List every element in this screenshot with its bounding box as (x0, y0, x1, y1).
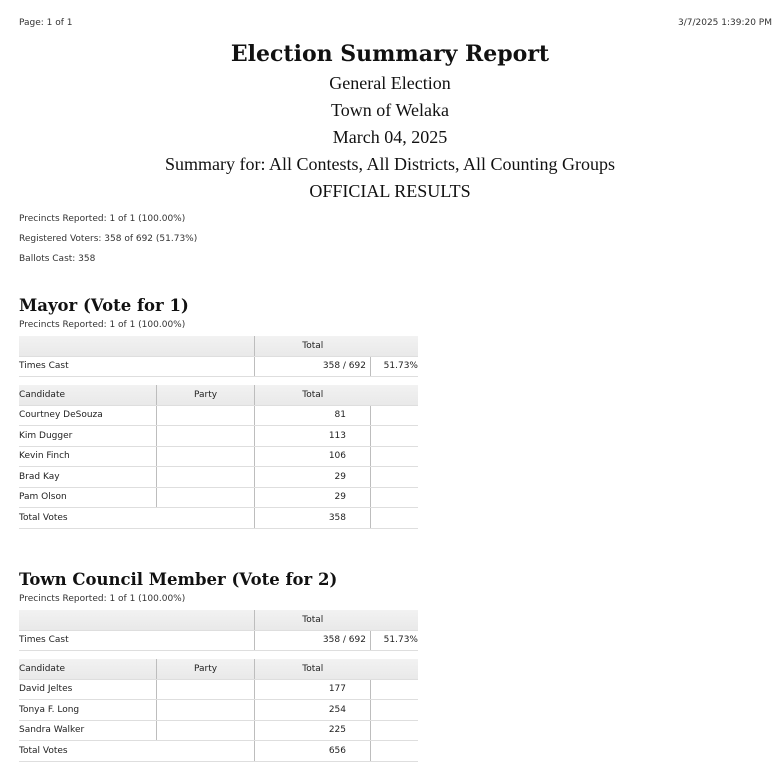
candidate-row (19, 679, 418, 700)
candidate-total: 177 (255, 679, 371, 700)
candidate-total: 29 (255, 487, 371, 508)
candidate-name: David Jeltes (19, 679, 157, 700)
candidate-row (19, 467, 418, 488)
times-cast-header-row (19, 336, 418, 356)
contest-title: Mayor (Vote for 1) (19, 296, 189, 315)
candidate-total: 81 (255, 405, 371, 426)
contest-town-council-member (19, 568, 419, 762)
candidate-row (19, 700, 418, 721)
candidate-name: Brad Kay (19, 467, 157, 488)
candidate-total: 29 (255, 467, 371, 488)
total-votes-label: Total Votes (19, 508, 255, 529)
candidate-header-row (19, 659, 418, 679)
candidate-row (19, 405, 418, 426)
total-votes-row (19, 741, 418, 762)
candidate-party (157, 700, 255, 721)
official-results-label: OFFICIAL RESULTS (309, 181, 471, 201)
candidate-row (19, 487, 418, 508)
contest-title: Town Council Member (Vote for 2) (19, 570, 338, 589)
candidate-name: Courtney DeSouza (19, 405, 157, 426)
candidate-header-row (19, 385, 418, 405)
candidate-party (157, 446, 255, 467)
times-cast-header-row (19, 610, 418, 630)
candidate-name: Kevin Finch (19, 446, 157, 467)
column-header-total: Total (255, 385, 371, 405)
times-cast-header: Total (255, 610, 371, 630)
summary-scope: Summary for: All Contests, All Districts, All Counting Groups (164, 154, 616, 174)
candidate-total: 113 (255, 426, 371, 447)
contest-mayor (19, 294, 419, 529)
column-header-candidate: Candidate (19, 385, 157, 405)
column-header-party: Party (157, 385, 255, 405)
candidate-name: Sandra Walker (19, 720, 157, 741)
contest-precincts-reported: Precincts Reported: 1 of 1 (100.00%) (19, 320, 186, 330)
column-header-party: Party (157, 659, 255, 679)
total-votes-row (19, 508, 418, 529)
total-votes-value: 358 (255, 508, 371, 529)
page-number: Page: 1 of 1 (19, 18, 73, 28)
total-votes-label: Total Votes (19, 741, 255, 762)
candidate-name: Pam Olson (19, 487, 157, 508)
total-votes-value: 656 (255, 741, 371, 762)
election-date: March 04, 2025 (332, 127, 448, 147)
candidate-total: 254 (255, 700, 371, 721)
candidate-party (157, 720, 255, 741)
column-header-candidate: Candidate (19, 659, 157, 679)
candidate-row (19, 720, 418, 741)
candidate-row (19, 446, 418, 467)
candidate-name: Tonya F. Long (19, 700, 157, 721)
candidate-party (157, 679, 255, 700)
jurisdiction: Town of Welaka (331, 100, 449, 120)
times-cast-label: Times Cast (19, 356, 255, 377)
precincts-reported: Precincts Reported: 1 of 1 (100.00%) (19, 214, 186, 224)
candidate-total: 225 (255, 720, 371, 741)
candidate-row (19, 426, 418, 447)
ballots-cast: Ballots Cast: 358 (19, 254, 96, 264)
times-cast-label: Times Cast (19, 630, 255, 651)
column-header-total: Total (255, 659, 371, 679)
report-header (0, 38, 780, 205)
candidate-total: 106 (255, 446, 371, 467)
report-title: Election Summary Report (230, 41, 550, 67)
candidate-party (157, 405, 255, 426)
times-cast-percent: 51.73% (371, 356, 419, 377)
report-timestamp: 3/7/2025 1:39:20 PM (677, 18, 772, 28)
registered-voters: Registered Voters: 358 of 692 (51.73%) (19, 234, 198, 244)
times-cast-value: 358 / 692 (255, 630, 371, 651)
candidate-party (157, 426, 255, 447)
times-cast-row (19, 356, 418, 377)
times-cast-value: 358 / 692 (255, 356, 371, 377)
times-cast-percent: 51.73% (371, 630, 419, 651)
candidate-party (157, 467, 255, 488)
contest-precincts-reported: Precincts Reported: 1 of 1 (100.00%) (19, 594, 186, 604)
contest-results-table (19, 610, 418, 762)
times-cast-row (19, 630, 418, 651)
candidate-name: Kim Dugger (19, 426, 157, 447)
contest-results-table (19, 336, 418, 529)
election-name: General Election (329, 73, 451, 93)
times-cast-header: Total (255, 336, 371, 356)
overall-summary (19, 212, 197, 272)
candidate-party (157, 487, 255, 508)
